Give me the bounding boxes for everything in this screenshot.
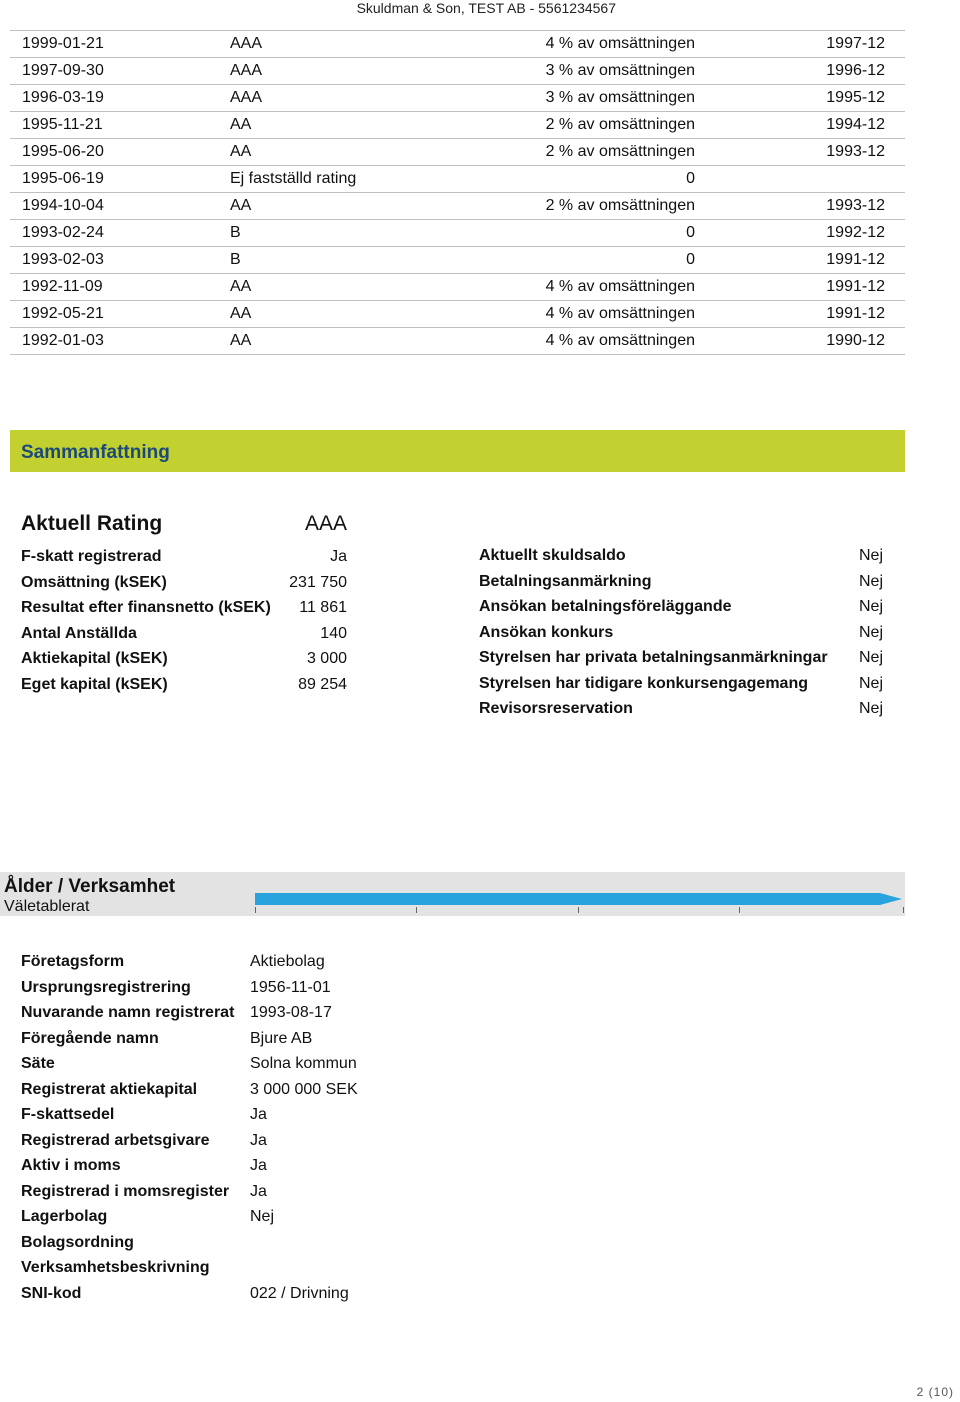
summary-label: Styrelsen har tidigare konkursengagemang — [479, 674, 808, 692]
table-row — [10, 247, 905, 274]
info-label: SNI-kod — [21, 1284, 82, 1302]
period-cell: 1991-12 — [695, 247, 905, 274]
rating-date-cell: 1995-11-21 — [10, 112, 230, 139]
info-label: Föregående namn — [21, 1029, 159, 1047]
summary-label: Ansökan betalningsföreläggande — [479, 598, 732, 615]
summary-row — [479, 569, 887, 595]
current-rating-label: Aktuell Rating — [21, 512, 163, 535]
table-row — [10, 58, 905, 85]
rating-value-cell: Ej fastställd rating — [230, 166, 460, 193]
info-value: Bjure AB — [250, 1029, 313, 1047]
rating-date-cell: 1993-02-03 — [10, 247, 230, 274]
info-value: Solna kommun — [250, 1055, 357, 1072]
summary-label: Resultat efter finansnetto (kSEK) — [21, 599, 271, 616]
company-info-list — [21, 949, 441, 1306]
summary-label: Revisorsreservation — [479, 700, 633, 717]
period-cell: 1994-12 — [695, 112, 905, 139]
info-value: 1956-11-01 — [250, 978, 331, 996]
info-value: Aktiebolag — [250, 953, 325, 970]
rating-value-cell: AA — [230, 139, 460, 166]
summary-row — [479, 696, 887, 722]
summary-section-banner: Sammanfattning — [10, 430, 905, 472]
list-item — [21, 1204, 441, 1230]
info-value: Ja — [250, 1131, 267, 1149]
table-row — [10, 301, 905, 328]
period-cell: 1993-12 — [695, 193, 905, 220]
info-label: Verksamhetsbeskrivning — [21, 1259, 210, 1276]
info-value: Ja — [250, 1106, 267, 1123]
rating-date-cell: 1993-02-24 — [10, 220, 230, 247]
summary-row — [479, 543, 887, 569]
summary-value: Nej — [858, 598, 883, 615]
table-row — [10, 85, 905, 112]
current-rating-value: AAA — [304, 512, 347, 535]
rating-date-cell: 1994-10-04 — [10, 193, 230, 220]
credit-limit-cell: 2 % av omsättningen — [460, 193, 695, 220]
list-item — [21, 1102, 441, 1128]
info-label: Aktiv i moms — [21, 1157, 121, 1174]
summary-value: Nej — [858, 572, 883, 590]
summary-row — [479, 620, 887, 646]
credit-limit-cell: 4 % av omsättningen — [460, 274, 695, 301]
info-value: Ja — [250, 1182, 267, 1200]
age-activity-panel — [0, 872, 905, 916]
period-cell: 1991-12 — [695, 301, 905, 328]
age-axis-tick — [739, 907, 740, 913]
credit-limit-cell: 4 % av omsättningen — [460, 301, 695, 328]
summary-value: Nej — [858, 649, 883, 666]
current-rating-row — [21, 512, 351, 544]
age-axis-tick — [903, 907, 904, 913]
credit-limit-cell: 2 % av omsättningen — [460, 112, 695, 139]
list-item — [21, 1128, 441, 1154]
rating-value-cell: AA — [230, 112, 460, 139]
period-cell: 1993-12 — [695, 139, 905, 166]
summary-value: Nej — [858, 547, 883, 564]
rating-date-cell: 1992-11-09 — [10, 274, 230, 301]
summary-left-column — [21, 512, 351, 697]
rating-date-cell: 1996-03-19 — [10, 85, 230, 112]
period-cell: 1990-12 — [695, 328, 905, 355]
age-axis — [255, 907, 905, 913]
age-subtitle: Väletablerat — [4, 898, 90, 915]
summary-value: Nej — [858, 623, 883, 641]
summary-row — [21, 544, 351, 570]
summary-label: Aktiekapital (kSEK) — [21, 650, 168, 667]
age-arrow-icon — [880, 893, 902, 905]
info-label: Lagerbolag — [21, 1208, 108, 1225]
list-item — [21, 1179, 441, 1205]
period-cell: 1995-12 — [695, 85, 905, 112]
list-item — [21, 1255, 441, 1281]
summary-label: Aktuellt skuldsaldo — [479, 547, 626, 564]
list-item — [21, 1026, 441, 1052]
summary-label: Antal Anställda — [21, 624, 137, 642]
summary-row — [21, 595, 351, 621]
rating-value-cell: AAA — [230, 58, 460, 85]
info-value: Ja — [250, 1157, 267, 1174]
table-row — [10, 220, 905, 247]
credit-limit-cell: 4 % av omsättningen — [460, 328, 695, 355]
info-label: F-skattsedel — [21, 1106, 115, 1123]
rating-value-cell: AA — [230, 328, 460, 355]
info-label: Bolagsordning — [21, 1233, 134, 1251]
period-cell: 1996-12 — [695, 58, 905, 85]
rating-history-table — [10, 30, 905, 355]
info-label: Registrerat aktiekapital — [21, 1080, 198, 1098]
summary-row — [21, 672, 351, 698]
rating-value-cell: AAA — [230, 85, 460, 112]
info-label: Säte — [21, 1055, 55, 1072]
summary-value: Nej — [858, 674, 883, 692]
info-label: Ursprungsregistrering — [21, 978, 191, 996]
credit-limit-cell: 2 % av omsättningen — [460, 139, 695, 166]
credit-limit-cell: 0 — [460, 247, 695, 274]
list-item — [21, 1281, 441, 1307]
list-item — [21, 1153, 441, 1179]
document-header-title: Skuldman & Son, TEST AB - 5561234567 — [356, 0, 616, 16]
rating-date-cell: 1999-01-21 — [10, 31, 230, 58]
age-axis-tick — [578, 907, 579, 913]
summary-value: 11 861 — [299, 599, 347, 616]
rating-value-cell: AA — [230, 193, 460, 220]
summary-right-column — [479, 543, 887, 722]
credit-limit-cell: 0 — [460, 220, 695, 247]
info-value: 1993-08-17 — [250, 1004, 332, 1021]
table-row — [10, 139, 905, 166]
summary-value: 140 — [320, 624, 347, 642]
list-item — [21, 1230, 441, 1256]
list-item — [21, 975, 441, 1001]
table-row — [10, 166, 905, 193]
summary-value: 89 254 — [298, 675, 347, 693]
list-item — [21, 949, 441, 975]
period-cell: 1997-12 — [695, 31, 905, 58]
summary-value: 231 750 — [289, 573, 347, 591]
summary-label: Omsättning (kSEK) — [21, 573, 167, 591]
list-item — [21, 1000, 441, 1026]
rating-value-cell: B — [230, 247, 460, 274]
age-title: Ålder / Verksamhet — [4, 876, 176, 897]
period-cell: 1991-12 — [695, 274, 905, 301]
info-label: Registrerad i momsregister — [21, 1182, 230, 1200]
rating-value-cell: AA — [230, 274, 460, 301]
rating-value-cell: B — [230, 220, 460, 247]
credit-limit-cell: 3 % av omsättningen — [460, 85, 695, 112]
summary-label: Eget kapital (kSEK) — [21, 675, 168, 693]
summary-value: Ja — [330, 548, 347, 565]
period-cell: 1992-12 — [695, 220, 905, 247]
table-row — [10, 112, 905, 139]
summary-label: Styrelsen har privata betalningsanmärkningar — [479, 649, 828, 666]
table-row — [10, 274, 905, 301]
table-row — [10, 328, 905, 355]
summary-row — [479, 594, 887, 620]
age-axis-tick — [255, 907, 256, 913]
credit-limit-cell: 4 % av omsättningen — [460, 31, 695, 58]
list-item — [21, 1051, 441, 1077]
credit-limit-cell: 3 % av omsättningen — [460, 58, 695, 85]
summary-row — [479, 645, 887, 671]
age-progress-bar — [255, 893, 880, 905]
summary-label: Ansökan konkurs — [479, 623, 614, 641]
summary-row — [21, 570, 351, 596]
rating-value-cell: AAA — [230, 31, 460, 58]
rating-date-cell: 1992-05-21 — [10, 301, 230, 328]
period-cell — [695, 166, 905, 193]
summary-row — [479, 671, 887, 697]
rating-date-cell: 1997-09-30 — [10, 58, 230, 85]
credit-limit-cell: 0 — [460, 166, 695, 193]
age-axis-tick — [416, 907, 417, 913]
table-row — [10, 31, 905, 58]
rating-date-cell: 1995-06-20 — [10, 139, 230, 166]
summary-label: Betalningsanmärkning — [479, 572, 652, 590]
page-number: 2 (10) — [916, 1385, 954, 1399]
info-label: Nuvarande namn registrerat — [21, 1004, 235, 1021]
info-value: Nej — [250, 1208, 275, 1225]
info-value: 022 / Drivning — [250, 1284, 349, 1302]
info-label: Registrerad arbetsgivare — [21, 1131, 210, 1149]
rating-date-cell: 1995-06-19 — [10, 166, 230, 193]
table-row — [10, 193, 905, 220]
summary-value: 3 000 — [306, 650, 347, 667]
summary-label: F-skatt registrerad — [21, 548, 162, 565]
list-item — [21, 1077, 441, 1103]
summary-value: Nej — [858, 700, 883, 717]
info-value: 3 000 000 SEK — [250, 1080, 358, 1098]
summary-row — [21, 621, 351, 647]
info-label: Företagsform — [21, 953, 125, 970]
summary-row — [21, 646, 351, 672]
rating-value-cell: AA — [230, 301, 460, 328]
rating-date-cell: 1992-01-03 — [10, 328, 230, 355]
